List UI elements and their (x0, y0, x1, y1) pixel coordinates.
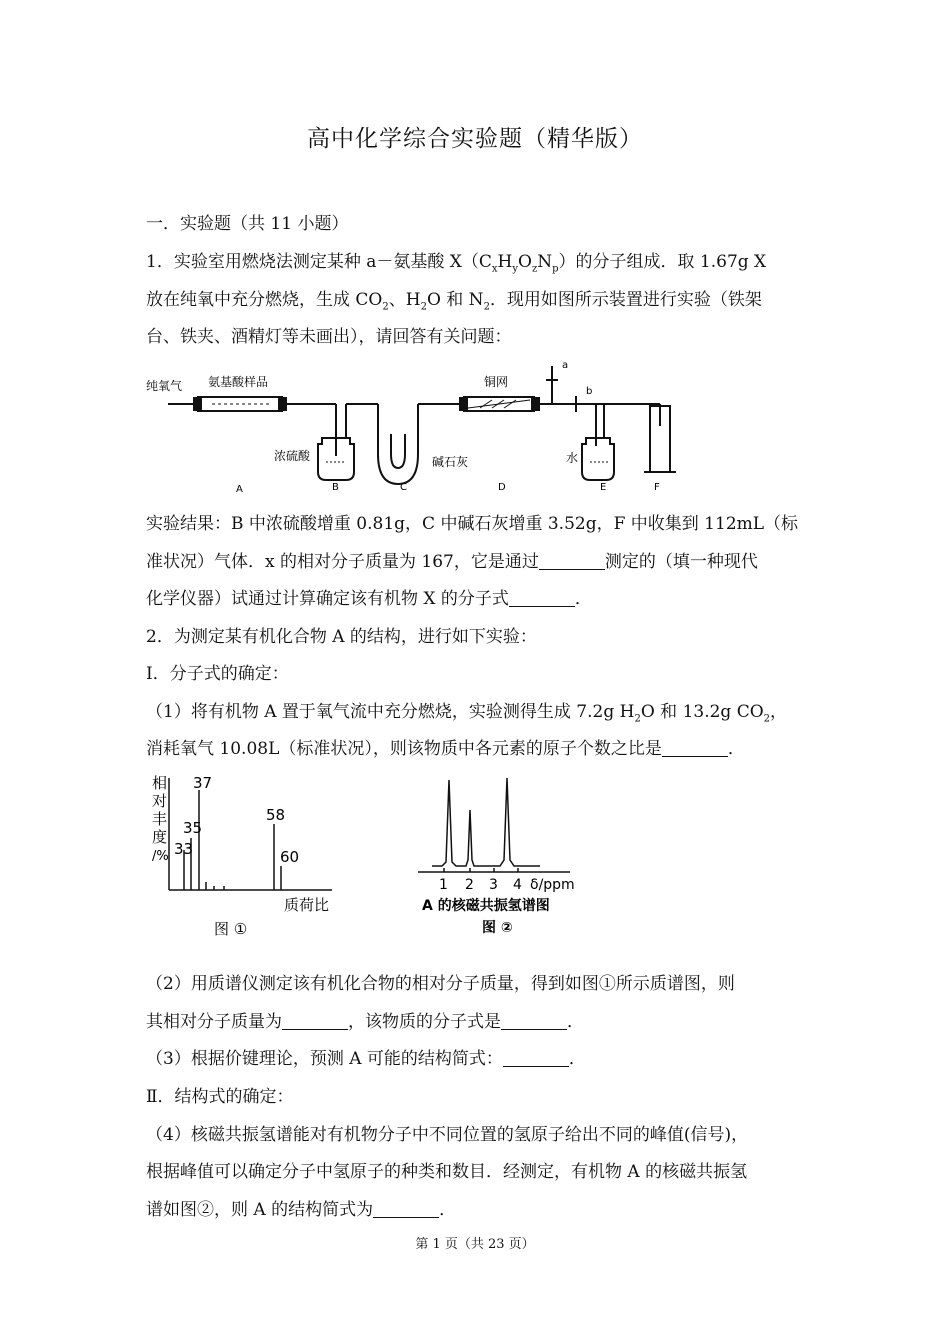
ms-ylabel-4: 度 (152, 828, 168, 846)
q2-p8: 谱如图②，则 A 的结构简式为 ． (146, 1200, 457, 1220)
ms-xlabel: 质荷比 (284, 896, 330, 914)
answer-blank[interactable] (509, 589, 575, 607)
label-d: D (498, 482, 506, 493)
water-label: 水 (566, 451, 579, 465)
q2-p5: （3）根据价键理论，预测 A 可能的结构简式： ． (146, 1049, 586, 1069)
q1-result-line3: 化学仪器）试通过计算确定该有机物 X 的分子式 ． (146, 589, 592, 609)
nmr-figure (410, 772, 600, 942)
q1-line3: 台、铁夹、酒精灯等未画出），请回答有关问题： (146, 327, 512, 347)
answer-blank[interactable] (282, 1012, 348, 1030)
q2-line1: 2．为测定某有机化合物 A 的结构，进行如下实验： (146, 627, 537, 647)
acid-label: 浓硫酸 (274, 449, 311, 463)
apparatus-diagram (146, 356, 682, 496)
copper-label: 铜网 (484, 375, 509, 389)
lime-label: 碱石灰 (432, 455, 469, 469)
q1-result-line2: 准状况）气体．x 的相对分子质量为 167，它是通过 测定的（填一种现代 (146, 552, 758, 572)
answer-blank[interactable] (373, 1200, 439, 1218)
ms-ylabel-1: 相 (152, 774, 168, 792)
mass-spectrum-figure (146, 772, 346, 942)
q2-p2: 消耗氧气 10.08L（标准状况），则该物质中各元素的原子个数之比是 ． (146, 739, 745, 759)
q2-p1: （1）将有机物 A 置于氧气流中充分燃烧，实验测得生成 7.2g $H_2O$ 和 13.2g $CO_2$， (146, 702, 788, 725)
answer-blank[interactable] (503, 1049, 569, 1067)
answer-blank[interactable] (539, 552, 605, 570)
page-title: 高中化学综合实验题（精华版） (307, 126, 643, 152)
answer-blank[interactable] (662, 739, 728, 757)
ms-label-37: 37 (193, 774, 213, 792)
gas-label: 纯氧气 (146, 379, 183, 393)
label-e: E (600, 482, 607, 493)
label-b: B (332, 482, 339, 493)
label-f: F (654, 482, 660, 493)
ms-label-33: 33 (174, 840, 194, 858)
ms-ylabel-3: 丰 (152, 810, 168, 828)
q1-result-line1: 实验结果：B 中浓硫酸增重 0.81g，C 中碱石灰增重 3.52g，F 中收集到 112mL（标 (146, 514, 799, 534)
ms-label-58: 58 (266, 806, 286, 824)
nmr-tick-4: 4 (513, 877, 522, 893)
q1-line2: 放在纯氧中充分燃烧，生成 $CO_2$、$H_2O$ 和 $N_2$．现用如图所示装置进行实验（铁架 (146, 290, 762, 313)
ms-ylabel: 相对丰度/% (146, 772, 152, 773)
nmr-tick-3: 3 (489, 877, 498, 893)
ms-ylabel-2: 对 (152, 792, 168, 810)
nmr-caption-a: A 的核磁共振氢谱图 (422, 898, 550, 914)
nmr-unit: δ/ppm (530, 877, 575, 893)
ms-caption: 图 ① (214, 920, 248, 938)
section-heading: 一．实验题（共 11 小题） (146, 214, 349, 234)
nmr-caption-b: 图 ② (482, 920, 513, 936)
valve-a-label: a (562, 360, 569, 371)
q2-p6: （4）核磁共振氢谱能对有机物分子中不同位置的氢原子给出不同的峰值(信号)， (146, 1125, 749, 1145)
nmr-tick-2: 2 (465, 877, 474, 893)
q2-p4: 其相对分子质量为 ，该物质的分子式是 ． (146, 1012, 584, 1032)
label-c: C (400, 482, 407, 493)
q2-p3: （2）用质谱仪测定该有机化合物的相对分子质量，得到如图①所示质谱图，则 (146, 974, 735, 994)
page-footer: 第 1 页（共 23 页） (415, 1237, 535, 1252)
q2-part1-heading: Ⅰ．分子式的确定： (146, 664, 289, 684)
q2-part2-heading: Ⅱ．结构式的确定： (146, 1087, 294, 1107)
ms-ylabel-5: /% (152, 849, 169, 864)
q1-line1: 1．实验室用燃烧法测定某种 a－氨基酸 $X(C_xH_yO_zN_p)$的分子组成．取 1.67g X (146, 252, 767, 275)
answer-blank[interactable] (501, 1012, 567, 1030)
valve-b-label: b (586, 386, 593, 397)
nmr-tick-1: 1 (439, 877, 448, 893)
q2-p7: 根据峰值可以确定分子中氢原子的种类和数目．经测定，有机物 A 的核磁共振氢 (146, 1162, 748, 1182)
ms-label-35: 35 (183, 819, 203, 837)
sample-label: 氨基酸样品 (208, 375, 269, 389)
ms-label-60: 60 (280, 848, 300, 866)
label-a: A (236, 484, 243, 495)
